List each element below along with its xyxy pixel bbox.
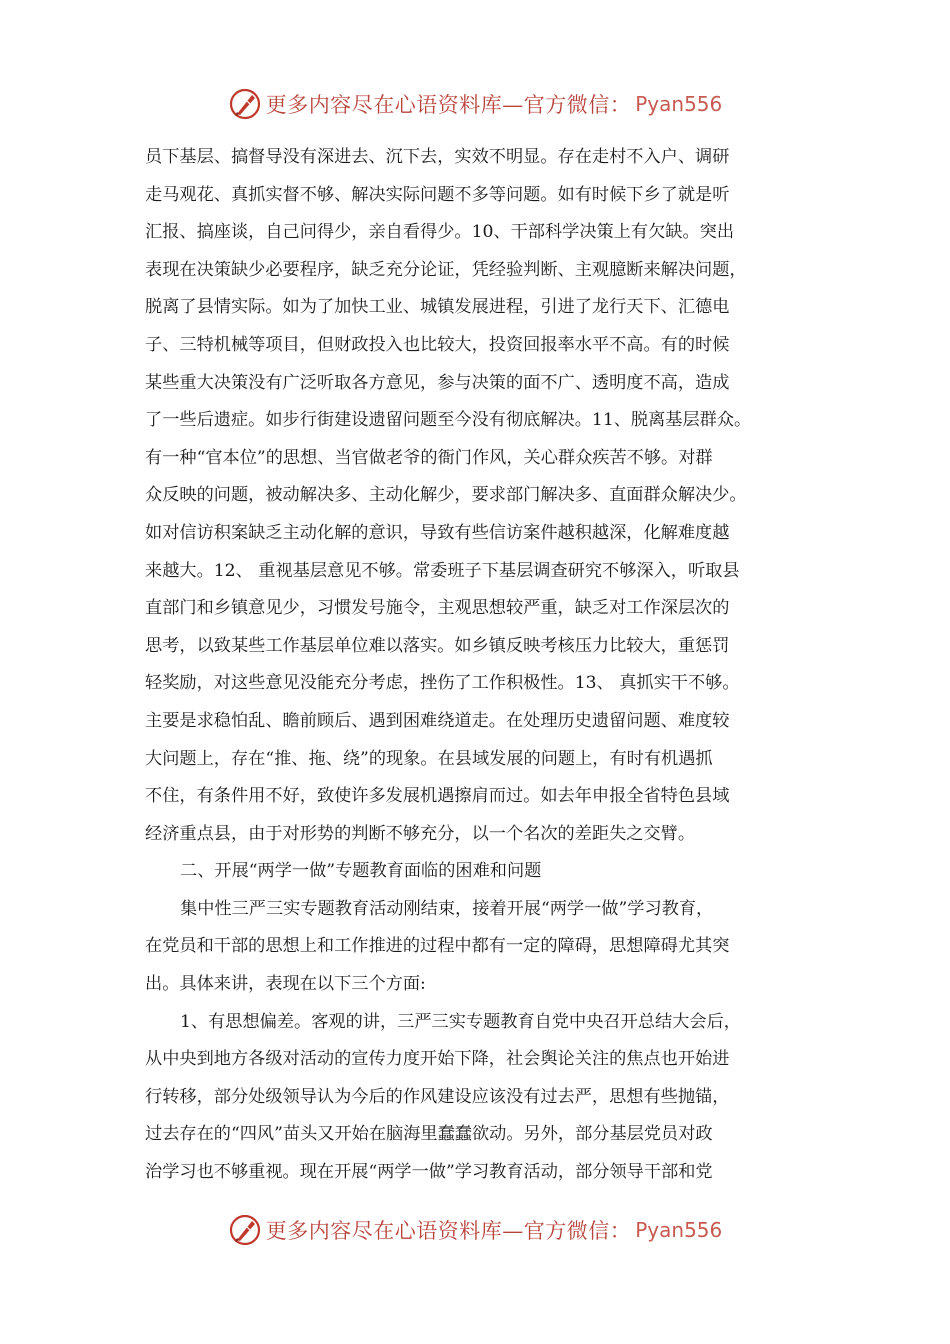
text-line: 有一种“官本位”的思想、当官做老爷的衙门作风，关心群众疾苦不够。对群	[145, 447, 713, 468]
text-line: 治学习也不够重视。现在开展“两学一做”学习教育活动，部分领导干部和党	[145, 1162, 713, 1183]
quill-pen-logo-icon	[228, 87, 262, 121]
watermark-text: 更多内容尽在心语资料库—官方微信：	[265, 93, 632, 117]
text-line: 过去存在的“四风”苗头又开始在脑海里蠢蠢欲动。另外，部分基层党员对政	[145, 1124, 713, 1145]
watermark-text: 更多内容尽在心语资料库—官方微信：	[265, 1219, 632, 1243]
text-line: 经济重点县，由于对形势的判断不够充分，以一个名次的差距失之交臂。	[145, 823, 696, 844]
text-line: 1、有思想偏差。客观的讲，三严三实专题教育自党中央召开总结大会后，	[180, 1011, 741, 1032]
text-line: 大问题上，存在“推、拖、绕”的现象。在县域发展的问题上，有时有机遇抓	[145, 748, 713, 769]
header-watermark	[0, 84, 950, 124]
text-line: 从中央到地方各级对活动的宣传力度开始下降，社会舆论关注的焦点也开始进	[145, 1049, 730, 1070]
text-line: 出。具体来讲，表现在以下三个方面:	[145, 974, 426, 995]
watermark-group	[228, 1213, 723, 1247]
text-line: 某些重大决策没有广泛听取各方意见，参与决策的面不广、透明度不高，造成	[145, 372, 730, 393]
text-line: 在党员和干部的思想上和工作推进的过程中都有一定的障碍，思想障碍尤其突	[145, 936, 730, 957]
watermark-handle: Pyan556	[635, 92, 723, 116]
watermark-group	[228, 87, 723, 121]
text-line: 表现在决策缺少必要程序，缺乏充分论证，凭经验判断、主观臆断来解决问题，	[145, 259, 747, 280]
text-line: 不住，有条件用不好，致使许多发展机遇擦肩而过。如去年申报全省特色县域	[145, 786, 730, 807]
text-line: 轻奖励，对这些意见没能充分考虑，挫伤了工作积极性。13、 真抓实干不够。	[145, 673, 740, 694]
quill-pen-logo-icon	[228, 1213, 262, 1247]
text-line: 众反映的问题，被动解决多、主动化解少，要求部门解决多、直面群众解决少。	[145, 485, 747, 506]
text-line: 员下基层、搞督导没有深进去、沉下去，实效不明显。存在走村不入户、调研	[145, 147, 730, 167]
text-line: 集中性三严三实专题教育活动刚结束，接着开展“两学一做”学习教育，	[180, 898, 714, 919]
text-line: 如对信访积案缺乏主动化解的意识，导致有些信访案件越积越深，化解难度越	[145, 522, 730, 543]
text-line: 了一些后遗症。如步行街建设遗留问题至今没有彻底解决。11、脱离基层群众。	[145, 410, 752, 431]
text-line: 子、三特机械等项目，但财政投入也比较大，投资回报率水平不高。有的时候	[145, 334, 730, 355]
text-line: 脱离了县情实际。如为了加快工业、城镇发展进程，引进了龙行天下、汇德电	[145, 297, 730, 318]
text-line: 主要是求稳怕乱、瞻前顾后、遇到困难绕道走。在处理历史遗留问题、难度较	[145, 710, 730, 731]
text-line: 二、开展“两学一做”专题教育面临的困难和问题	[180, 861, 542, 882]
text-line: 思考，以致某些工作基层单位难以落实。如乡镇反映考核压力比较大，重惩罚	[145, 635, 730, 656]
text-line: 汇报、搞座谈，自己问得少，亲自看得少。10、干部科学决策上有欠缺。突出	[145, 222, 735, 243]
text-line: 来越大。12、 重视基层意见不够。常委班子下基层调查研究不够深入，听取县	[145, 560, 740, 581]
text-line: 走马观花、真抓实督不够、解决实际问题不多等问题。如有时候下乡了就是听	[145, 184, 730, 205]
watermark-handle: Pyan556	[635, 1218, 723, 1242]
text-line: 直部门和乡镇意见少，习惯发号施令，主观思想较严重，缺乏对工作深层次的	[145, 598, 730, 619]
footer-watermark	[0, 1210, 950, 1250]
text-line: 行转移，部分处级领导认为今后的作风建设应该没有过去严，思想有些抛锚，	[145, 1086, 730, 1107]
document-body	[145, 139, 820, 1192]
